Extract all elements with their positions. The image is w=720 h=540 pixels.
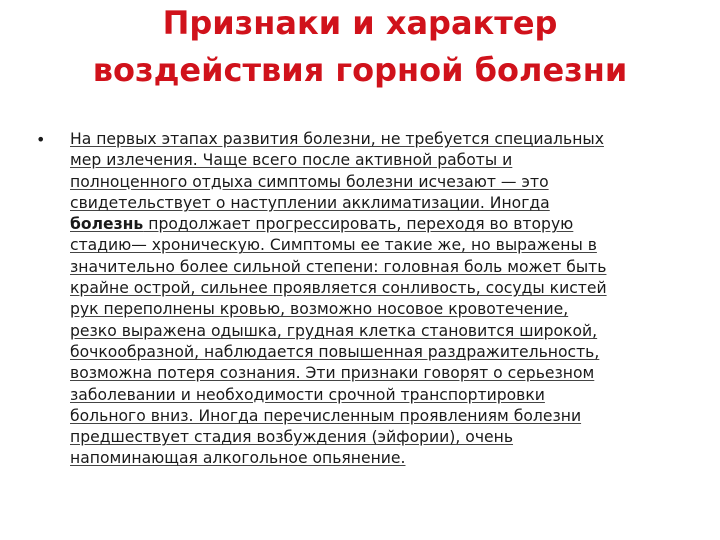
body-line-6: стадию— хроническую. Симптомы ее такие же, но выражены в bbox=[70, 236, 597, 255]
body-line-4: свидетельствует о наступлении акклиматизации. Иногда bbox=[70, 193, 550, 212]
body-line-2: мер излечения. Чаще всего после активной работы и bbox=[70, 151, 513, 170]
body-line-7: значительно более сильной степени: головная боль может быть bbox=[70, 257, 607, 276]
bullet-item bbox=[36, 129, 686, 470]
body-line-15: предшествует стадия возбуждения (эйфории), очень bbox=[70, 428, 514, 447]
body-line-11: бочкообразной, наблюдается повышенная раздражительность, bbox=[70, 342, 600, 361]
slide-title-line-2: воздействия горной болезни bbox=[92, 51, 628, 89]
body-line-5 bbox=[70, 214, 686, 235]
bold-term: болезнь bbox=[70, 215, 144, 234]
slide-title-line-1: Признаки и характер bbox=[162, 4, 558, 42]
body-line-16: напоминающая алкогольное опьянение. bbox=[70, 449, 406, 468]
body-line-12: возможна потеря сознания. Эти признаки говорят о серьезном bbox=[70, 364, 595, 383]
bullet-icon: • bbox=[36, 130, 46, 149]
slide-title bbox=[20, 0, 700, 94]
bullet-list bbox=[36, 129, 686, 470]
body-line-13: заболевании и необходимости срочной транспортировки bbox=[70, 385, 545, 404]
body-line-8: крайне острой, сильнее проявляется сонливость, сосуды кистей bbox=[70, 279, 607, 298]
body-line-9: рук переполнены кровью, возможно носовое кровотечение, bbox=[70, 300, 569, 319]
body-line-3: полноценного отдыха симптомы болезни исчезают — это bbox=[70, 172, 549, 191]
body-line-10: резко выражена одышка, грудная клетка становится широкой, bbox=[70, 321, 598, 340]
body-line-14: больного вниз. Иногда перечисленным проявлениям болезни bbox=[70, 406, 582, 425]
body-line-1: На первых этапах развития болезни, не требуется специальных bbox=[70, 130, 604, 148]
body-line-5-rest: продолжает прогрессировать, переходя во вторую bbox=[143, 215, 574, 234]
